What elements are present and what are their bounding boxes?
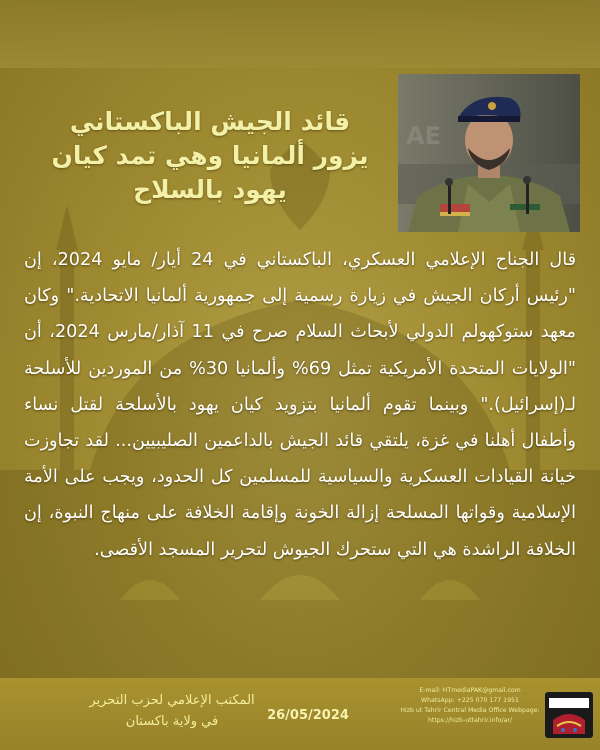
hizb-logo-icon — [543, 690, 595, 740]
headline-line-1: قائد الجيش الباكستاني — [69, 107, 351, 136]
top-band — [0, 0, 600, 68]
office-line-1: المكتب الإعلامي لحزب التحرير — [89, 693, 255, 708]
contact-info — [400, 686, 540, 726]
publish-date: 26/05/2024 — [267, 708, 349, 723]
headline-line-3: يهود بالسلاح — [133, 175, 287, 204]
office-line-2: في ولاية باكستان — [125, 714, 219, 729]
svg-text:AE: AE — [406, 122, 441, 150]
contact-webpage-label: Hizb ut Tahrir Central Media Office Webpage: — [400, 707, 540, 714]
media-office-label — [72, 690, 272, 732]
contact-url: https://hizb-uttahrir.info/ar/ — [427, 717, 513, 724]
contact-whatsapp: WhatsApp: +225 070 177 1951 — [421, 697, 519, 704]
army-chief-photo — [398, 74, 580, 232]
contact-email: E-mail: HTmediaPAK@gmail.com — [419, 687, 521, 694]
article-body: قال الجناح الإعلامي العسكري، الباكستاني في 24 أيار/ مايو 2024، إن "رئيس أركان الجيش في زيارة رسمية إلى جمهورية ألمانيا الاتحادية." وكان معهد ستوكهولم الدولي لأبحاث السلام صرح في 11 آذار/مارس 2024، أن "الولايات المتحدة الأمريكية تمثل 69% وألمانيا 30% من الموردين للأسلحة لـ(إسرائيل)." وبينما تقوم ألمانيا بتزويد كيان يهود بالأسلحة لقتل نساء وأطفال أهلنا في غزة، يلتقي قائد الجيش بالداعمين الصليبيين... لقد تجاوزت خيانة القيادات العسكرية والسياسية للمسلمين كل الحدود، ويجب على الأمة الإسلامية وقواتها المسلحة إزالة الخونة وإقامة الخلافة على منهاج النبوة، إن الخلافة الراشدة هي التي ستحرك الجيوش لتحرير المسجد الأقصى. — [24, 250, 576, 560]
headline — [30, 105, 390, 207]
headline-line-2: يزور ألمانيا وهي تمد كيان — [51, 141, 369, 170]
